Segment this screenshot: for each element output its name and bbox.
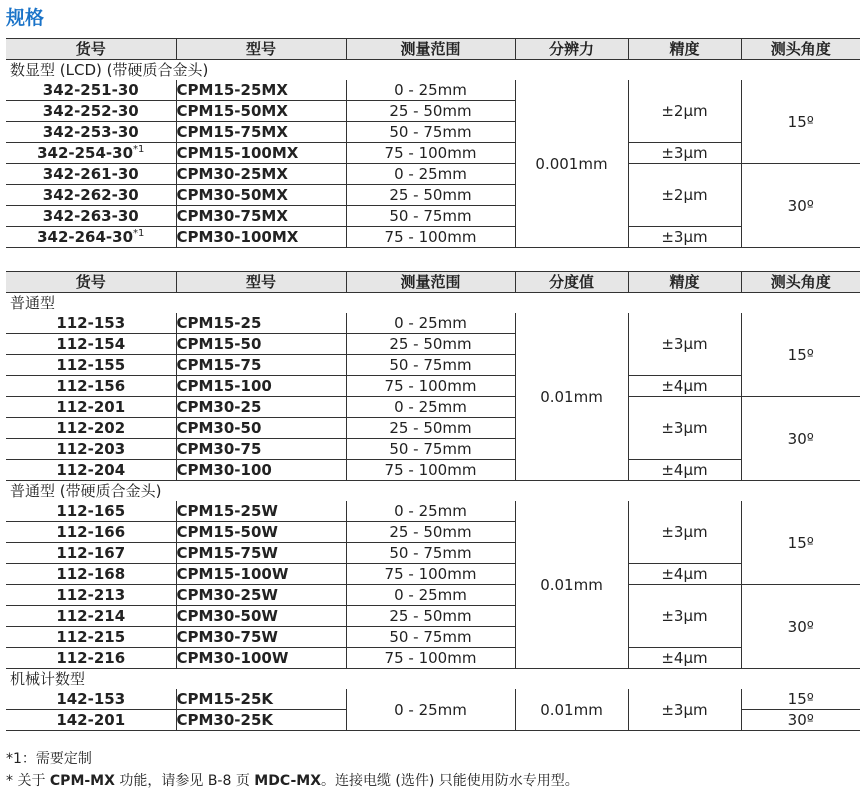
model-cell: CPM30-25 [176,397,346,418]
table-row [6,397,860,418]
range-cell: 0 - 25mm [346,585,515,606]
spec-table-digital [6,38,860,248]
angle-cell: 30º [741,164,860,248]
item-code: 342-253-30 [6,122,176,143]
table-row [6,80,860,101]
model-cell: CPM30-100MX [176,227,346,248]
section-label: 数显型 (LCD) (带硬质合金头) [6,60,860,81]
item-code: 112-155 [6,355,176,376]
table-row [6,648,860,669]
table-row [6,313,860,334]
accuracy-cell: ±4μm [628,648,741,669]
accuracy-cell: ±3μm [628,227,741,248]
table-row [6,164,860,185]
model-cell: CPM30-50MX [176,185,346,206]
page-title: 规格 [6,7,45,29]
angle-cell: 15º [741,501,860,585]
spec-table-standard [6,271,860,731]
range-cell: 50 - 75mm [346,543,515,564]
range-cell: 0 - 25mm [346,164,515,185]
range-cell: 0 - 25mm [346,501,515,522]
model-cell: CPM30-75MX [176,206,346,227]
model-cell: CPM30-25MX [176,164,346,185]
accuracy-cell: ±3μm [628,313,741,376]
section-row [6,293,860,314]
header-angle: 测头角度 [741,272,860,293]
table-row [6,564,860,585]
section-row [6,669,860,690]
item-code: 112-215 [6,627,176,648]
model-cell: CPM30-25W [176,585,346,606]
model-cell: CPM15-25 [176,313,346,334]
section-row [6,60,860,81]
accuracy-cell: ±4μm [628,460,741,481]
item-code: 342-264-30$^{*1}$ [6,227,176,248]
item-code: 112-153 [6,313,176,334]
range-cell: 25 - 50mm [346,101,515,122]
model-cell: CPM30-75 [176,439,346,460]
header-code: 货号 [6,39,176,60]
range-cell: 0 - 25mm [346,689,515,731]
item-code: 112-165 [6,501,176,522]
range-cell: 25 - 50mm [346,334,515,355]
item-code: 112-201 [6,397,176,418]
range-cell: 25 - 50mm [346,522,515,543]
model-cell: CPM30-50W [176,606,346,627]
item-code: 112-156 [6,376,176,397]
section-row [6,481,860,502]
range-cell: 75 - 100mm [346,376,515,397]
accuracy-cell: ±3μm [628,397,741,460]
table-row [6,585,860,606]
model-cell: CPM15-25MX [176,80,346,101]
item-code: 112-168 [6,564,176,585]
item-code: 342-254-30$^{*1}$ [6,143,176,164]
angle-cell: 15º [741,313,860,397]
item-code: 112-154 [6,334,176,355]
table-row [6,460,860,481]
footnote-custom-order: *1：需要定制 [6,751,92,767]
item-code: 342-262-30 [6,185,176,206]
item-code: 112-213 [6,585,176,606]
range-cell: 0 - 25mm [346,313,515,334]
model-cell: CPM30-100 [176,460,346,481]
resolution-cell: 0.001mm [515,80,628,248]
range-cell: 0 - 25mm [346,397,515,418]
item-code: 112-166 [6,522,176,543]
graduation-cell: 0.01mm [515,501,628,669]
angle-cell: 30º [741,397,860,481]
item-code: 112-204 [6,460,176,481]
header-code: 货号 [6,272,176,293]
model-cell: CPM15-50 [176,334,346,355]
item-code: 342-251-30 [6,80,176,101]
table-header-row [6,39,860,60]
model-cell: CPM30-75W [176,627,346,648]
model-cell: CPM15-100 [176,376,346,397]
accuracy-cell: ±3μm [628,501,741,564]
model-cell: CPM15-50W [176,522,346,543]
range-cell: 50 - 75mm [346,206,515,227]
accuracy-cell: ±4μm [628,564,741,585]
table-row [6,689,860,710]
angle-cell: 30º [741,710,860,731]
range-cell: 50 - 75mm [346,627,515,648]
model-cell: CPM30-100W [176,648,346,669]
model-cell: CPM15-75 [176,355,346,376]
model-cell: CPM15-25W [176,501,346,522]
model-cell: CPM30-25K [176,710,346,731]
range-cell: 75 - 100mm [346,460,515,481]
model-cell: CPM15-25K [176,689,346,710]
range-cell: 50 - 75mm [346,355,515,376]
model-cell: CPM15-50MX [176,101,346,122]
item-code: 342-252-30 [6,101,176,122]
table-header-row [6,272,860,293]
header-model: 型号 [176,272,346,293]
table-row [6,143,860,164]
accuracy-cell: ±3μm [628,689,741,731]
item-code: 112-167 [6,543,176,564]
footnotes [6,748,579,792]
range-cell: 50 - 75mm [346,439,515,460]
item-code: 112-203 [6,439,176,460]
model-cell: CPM15-75W [176,543,346,564]
graduation-cell: 0.01mm [515,689,628,731]
header-model: 型号 [176,39,346,60]
item-code: 142-201 [6,710,176,731]
accuracy-cell: ±3μm [628,143,741,164]
footnote-cpm-mx: * 关于 CPM-MX 功能，请参见 B-8 页 MDC-MX。连接电缆 (选件) 只能使用防水专用型。 [6,773,579,789]
section-label: 普通型 [10,294,56,312]
model-cell: CPM30-50 [176,418,346,439]
header-range: 测量范围 [346,39,515,60]
section-label: 机械计数型 [10,670,86,688]
range-cell: 25 - 50mm [346,418,515,439]
header-range: 测量范围 [346,272,515,293]
header-accuracy: 精度 [628,272,741,293]
item-code: 142-153 [6,689,176,710]
model-cell: CPM15-100W [176,564,346,585]
accuracy-cell: ±2μm [628,80,741,143]
table-row [6,501,860,522]
table-row [6,227,860,248]
item-code: 112-214 [6,606,176,627]
range-cell: 50 - 75mm [346,122,515,143]
table-row [6,376,860,397]
section-label: 普通型 (带硬质合金头) [10,482,162,500]
model-cell: CPM15-75MX [176,122,346,143]
accuracy-cell: ±2μm [628,164,741,227]
angle-cell: 30º [741,585,860,669]
header-angle: 测头角度 [741,39,860,60]
angle-cell: 15º [741,689,860,710]
range-cell: 75 - 100mm [346,648,515,669]
item-code: 342-263-30 [6,206,176,227]
range-cell: 75 - 100mm [346,564,515,585]
range-cell: 75 - 100mm [346,143,515,164]
angle-cell: 15º [741,80,860,164]
header-accuracy: 精度 [628,39,741,60]
item-code: 342-261-30 [6,164,176,185]
range-cell: 25 - 50mm [346,185,515,206]
model-cell: CPM15-100MX [176,143,346,164]
graduation-cell: 0.01mm [515,313,628,481]
range-cell: 75 - 100mm [346,227,515,248]
accuracy-cell: ±3μm [628,585,741,648]
header-graduation: 分度值 [515,272,628,293]
item-code: 112-216 [6,648,176,669]
range-cell: 25 - 50mm [346,606,515,627]
accuracy-cell: ±4μm [628,376,741,397]
item-code: 112-202 [6,418,176,439]
range-cell: 0 - 25mm [346,80,515,101]
header-resolution: 分辨力 [515,39,628,60]
